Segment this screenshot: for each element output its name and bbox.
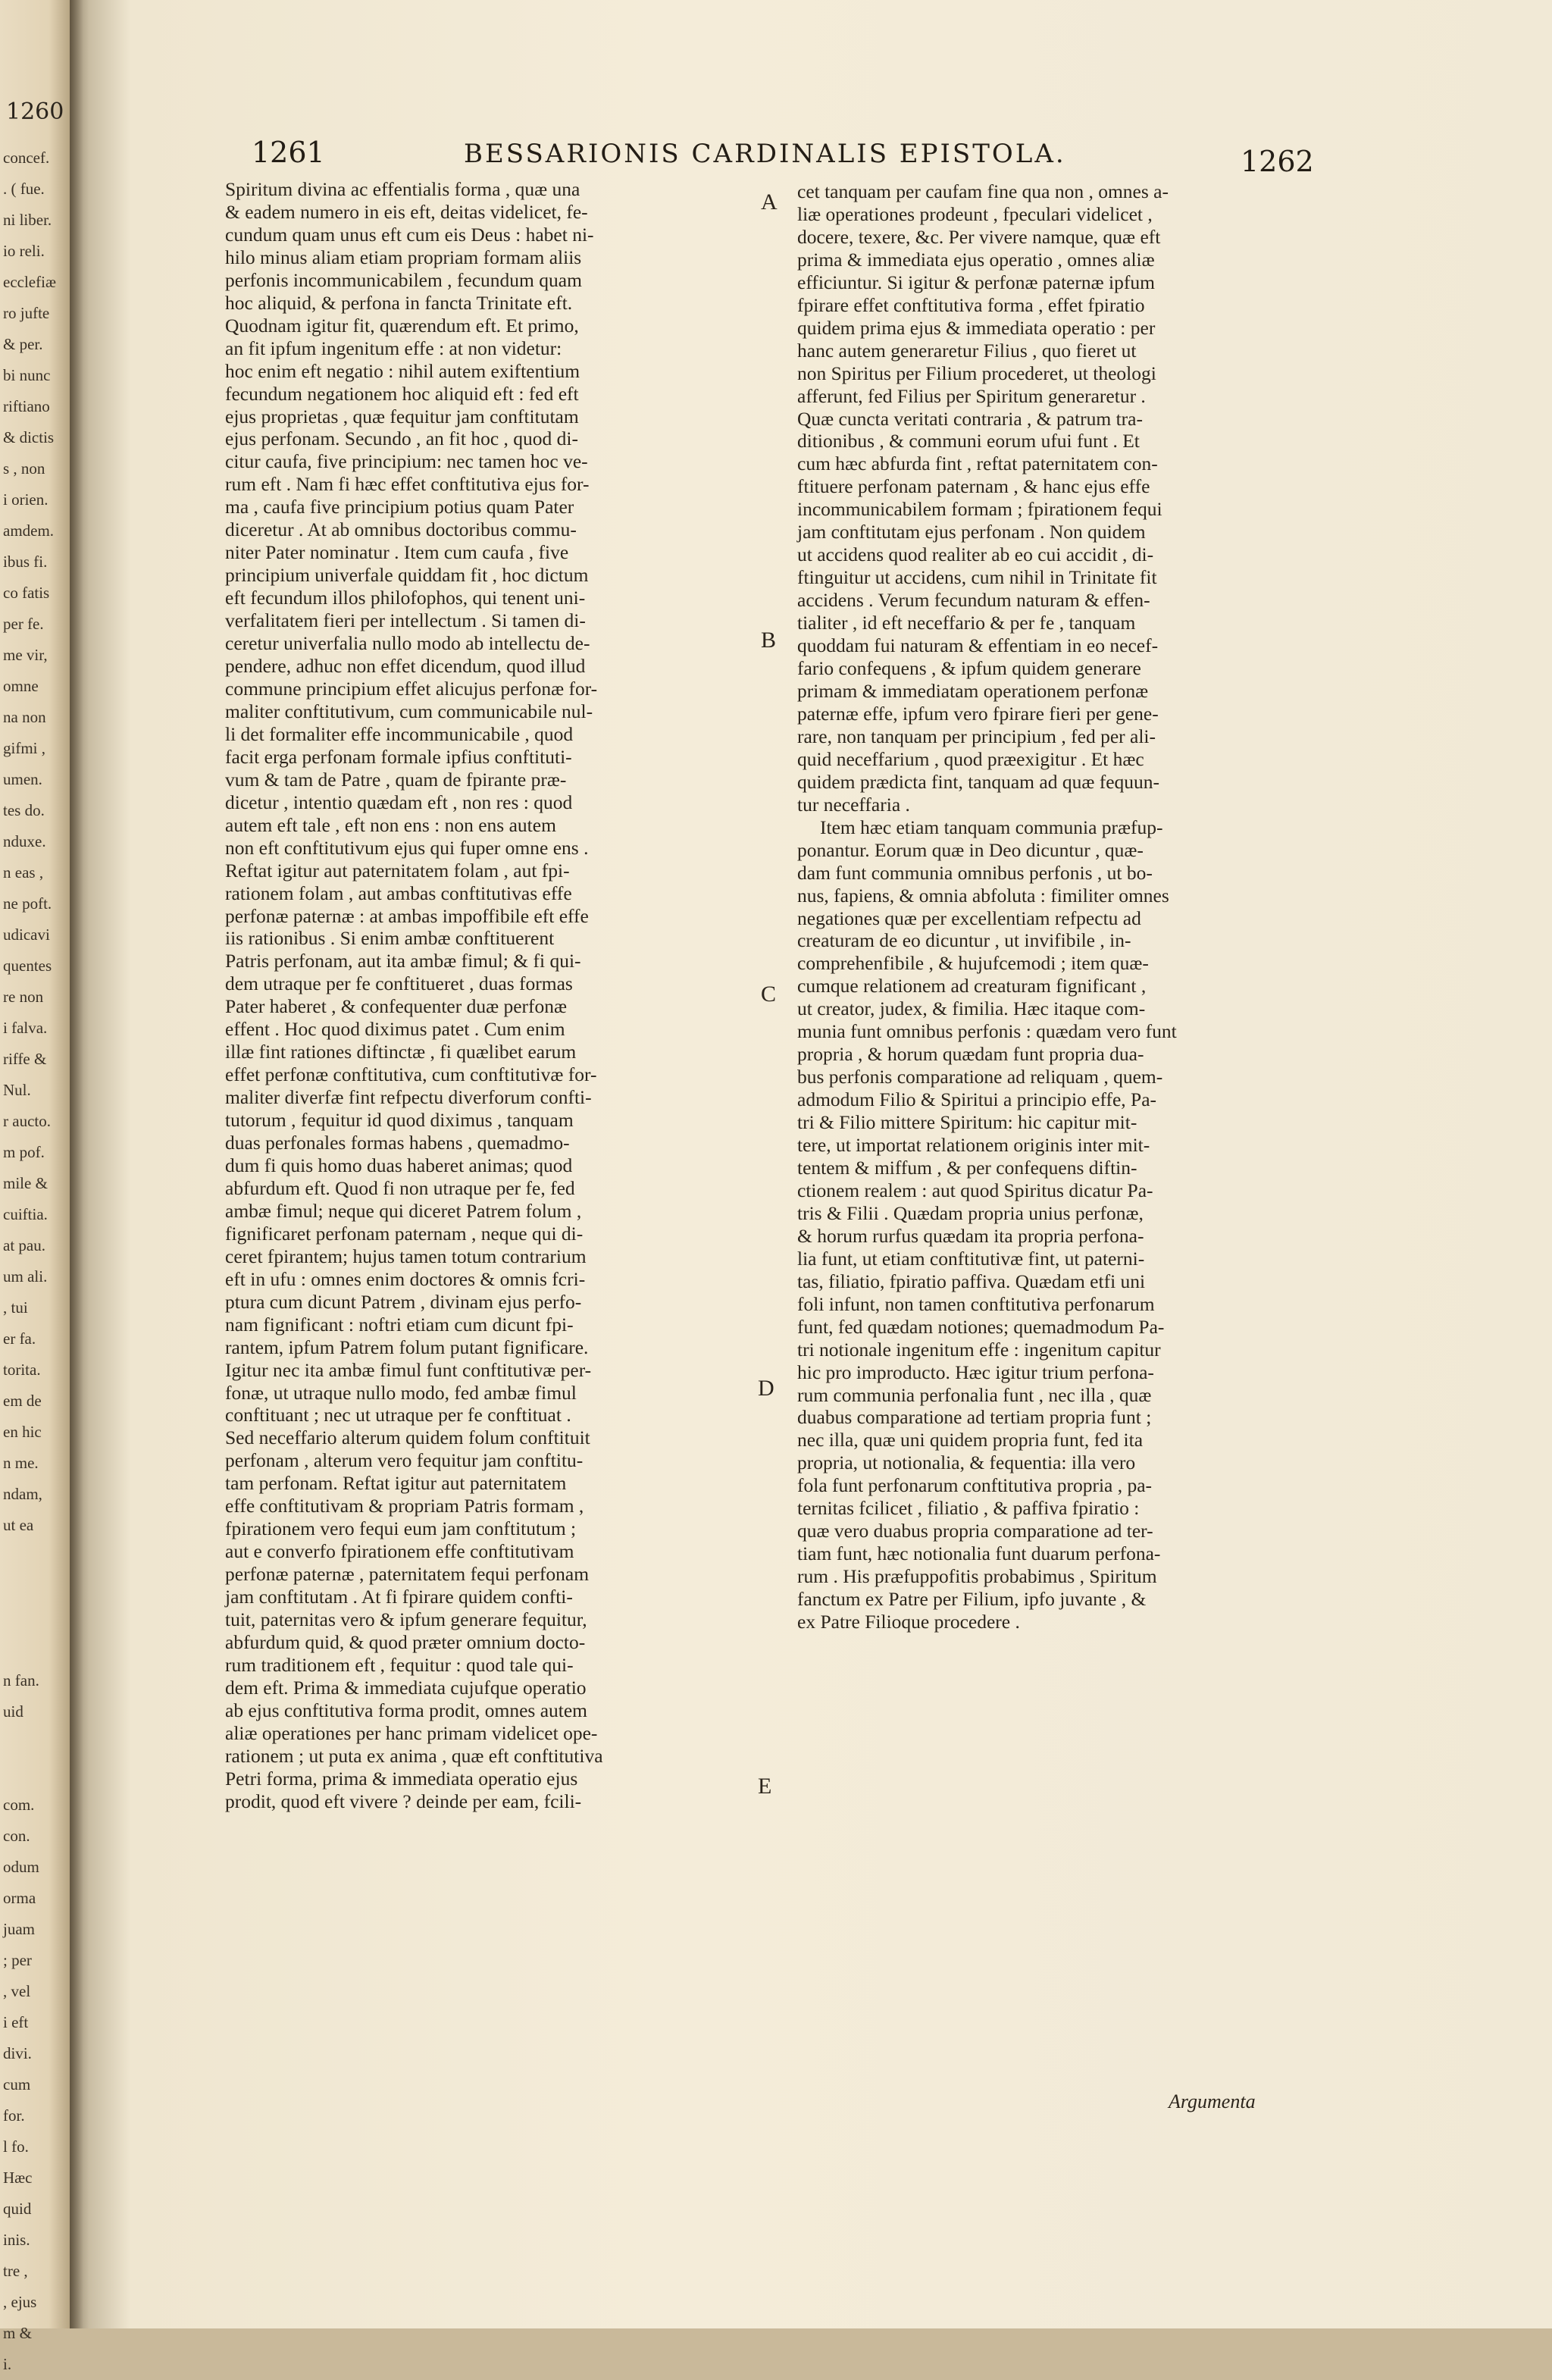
text-line: effe conftitutivam & propriam Patris formam , — [225, 1495, 584, 1517]
text-line: ambæ fimul; neque qui diceret Patrem folum , — [225, 1199, 582, 1222]
margin-fragment: omne — [3, 677, 39, 695]
text-line: perfonæ paternæ : at ambas impoffibile eft effe — [225, 904, 589, 927]
margin-fragment — [3, 1758, 64, 1790]
text-line: Quodnam igitur fit, quærendum eft. Et primo, — [225, 314, 579, 337]
text-line: jam conftitutam . At fi fpirare quidem confti- — [225, 1586, 573, 1608]
text-line: rum traditionem eft , fequitur : quod tale qui- — [225, 1653, 574, 1676]
page-number-left: 1261 — [252, 136, 325, 169]
text-line: an fit ipfum ingenitum effe : at non videtur: — [225, 337, 562, 359]
text-line: hoc aliquid, & perfona in fancta Trinitate eft. — [225, 291, 573, 314]
text-line: rum communia perfonalia funt , nec illa , quæ — [797, 1383, 1152, 1406]
text-line: duabus comparatione ad tertiam propria funt ; — [797, 1406, 1152, 1429]
text-line: Igitur nec ita ambæ fimul funt conftitutivæ per- — [225, 1358, 592, 1381]
margin-fragment: udicavi — [3, 925, 50, 944]
margin-fragment: i falva. — [3, 1019, 48, 1037]
text-line: non Spiritus per Filium procederet, ut theologi — [797, 362, 1156, 384]
text-line: Spiritum divina ac effentialis forma , quæ una — [225, 178, 580, 200]
text-line: effet perfonæ conftitutiva, cum conftitutivæ for- — [225, 1063, 597, 1086]
text-line: perfonis incommunicabilem , fecundum quam — [225, 268, 582, 291]
text-line: facit erga perfonam formale ipfius conftituti- — [225, 745, 572, 768]
text-line: conftituant ; nec ut utraque per fe conftituat . — [225, 1404, 571, 1426]
margin-fragment: i. — [3, 2355, 12, 2373]
text-line: nam fignificant : noftri etiam cum dicunt fpi- — [225, 1313, 574, 1336]
text-line: lia funt, ut etiam conftitutivæ fint, ut paterni- — [797, 1247, 1145, 1270]
text-line: li det formaliter effe incommunicabile , quod — [225, 722, 574, 745]
text-line: Sed neceffario alterum quidem folum conftituit — [225, 1426, 590, 1449]
text-line: & eadem numero in eis eft, deitas videlicet, fe- — [225, 200, 588, 223]
text-line: iis rationibus . Si enim ambæ conftituerent — [225, 927, 555, 950]
text-line: hanc autem generaretur Filius , quo fieret ut — [797, 339, 1137, 362]
right-column — [797, 180, 1403, 1633]
text-line: fpirationem vero fequi eum jam conftitutum ; — [225, 1517, 577, 1540]
text-line: afferunt, fed Filius per Spiritum generaretur . — [797, 384, 1146, 407]
text-line: cet tanquam per caufam fine qua non , omnes a- — [797, 180, 1169, 202]
text-line: bus perfonis comparatione ad reliquam , quem- — [797, 1066, 1163, 1088]
text-line: diceretur . At ab omnibus doctoribus commu- — [225, 518, 577, 541]
text-line: foli infunt, non tamen conftitutiva perfonarum — [797, 1292, 1155, 1315]
text-line: rum . His præfuppofitis probabimus , Spiritum — [797, 1565, 1157, 1588]
margin-fragment: mile & — [3, 1174, 48, 1192]
text-line: quæ vero duabus propria comparatione ad ter- — [797, 1520, 1153, 1542]
margin-fragment: umen. — [3, 770, 42, 788]
margin-fragment: at pau. — [3, 1236, 45, 1254]
text-line: jam conftitutam ejus perfonam . Non quidem — [797, 521, 1146, 543]
text-line: verfalitatem fieri per intellectum . Si tamen di- — [225, 609, 586, 632]
margin-fragment: na non — [3, 708, 46, 726]
text-line: propria , & horum quædam funt propria dua- — [797, 1043, 1144, 1066]
running-head — [70, 125, 1552, 178]
text-line: dem utraque per fe conftitueret , duas formas — [225, 972, 573, 995]
text-line: ab ejus conftitutiva forma prodit, omnes autem — [225, 1699, 588, 1721]
text-line: tur neceffaria . — [797, 793, 910, 816]
text-line: negationes quæ per excellentiam refpectu ad — [797, 907, 1141, 929]
text-line: prodit, quod eft vivere ? deinde per eam, fcili- — [225, 1790, 582, 1812]
text-line: dicetur , intentio quædam eft , non res : quod — [225, 791, 573, 813]
margin-fragment: amdem. — [3, 521, 55, 540]
text-line: perfonæ paternæ , paternitatem fequi perfonam — [225, 1563, 590, 1586]
text-line: eft fecundum illos philofophos, qui tenent uni- — [225, 587, 586, 609]
margin-fragment — [3, 1634, 64, 1665]
text-line: fanctum ex Patre per Filium, ipfo juvante , & — [797, 1588, 1147, 1611]
text-line: ternitas fcilicet , filiatio , & paffiva fpiratio : — [797, 1497, 1140, 1520]
text-line: ejus perfonam. Secundo , an fit hoc , quod di- — [225, 427, 578, 450]
text-line: creaturam de eo dicuntur , ut invifibile , in- — [797, 929, 1131, 952]
margin-fragment — [3, 1541, 64, 1572]
margin-fragment: n fan. — [3, 1671, 39, 1689]
page — [70, 0, 1552, 2328]
margin-fragment: for. — [3, 2106, 25, 2125]
margin-fragment: en hic — [3, 1423, 42, 1441]
text-line: duas perfonales formas habens , quemadmo- — [225, 1132, 570, 1154]
text-line: niter Pater nominatur . Item cum caufa , five — [225, 541, 569, 564]
margin-fragment: com. — [3, 1796, 35, 1814]
text-line: non eft conftitutivum ejus qui fuper omne ens . — [225, 836, 589, 859]
text-line: maliter diverfæ fint refpectu diverforum confti- — [225, 1086, 592, 1109]
text-line: ditionibus , & communi eorum ufui funt . Et — [797, 430, 1140, 453]
margin-fragment: ; per — [3, 1951, 32, 1969]
margin-fragment: cuiftia. — [3, 1205, 48, 1223]
text-line: perfonam , alterum vero fequitur jam conftitu- — [225, 1449, 584, 1472]
text-line: vum & tam de Patre , quam de fpirante præ- — [225, 768, 567, 791]
text-line: tentem & miffum , & per confequens diftin- — [797, 1156, 1137, 1179]
gutter-shadow — [70, 0, 83, 2328]
text-line: autem eft tale , eft non ens : non ens autem — [225, 813, 556, 836]
text-line: primam & immediatam operationem perfonæ — [797, 679, 1149, 702]
text-line: aliæ operationes per hanc primam videlicet ope- — [225, 1721, 598, 1744]
text-line: ut creator, judex, & fimilia. Hæc itaque com- — [797, 997, 1146, 1020]
margin-fragment: gifmi , — [3, 739, 45, 757]
text-line: Patris perfonam, aut ita ambæ fimul; & fi qui- — [225, 950, 581, 972]
text-line: hoc enim eft negatio : nihil autem exiftentium — [225, 359, 580, 382]
left-column — [225, 178, 828, 1813]
previous-page-margin-text — [3, 142, 64, 2380]
text-line: maliter conftitutivum, cum communicabile nul- — [225, 700, 593, 722]
text-line: Quæ cuncta veritati contraria , & patrum tra- — [797, 407, 1143, 430]
text-line: rare, non tanquam per principium , fed per ali- — [797, 725, 1156, 747]
text-line: fonæ, ut utraque nullo modo, fed ambæ fimul — [225, 1381, 577, 1404]
text-line: cumque relationem ad creaturam fignificant , — [797, 975, 1147, 997]
margin-fragment: tes do. — [3, 801, 45, 819]
margin-fragment: torita. — [3, 1361, 41, 1379]
margin-fragment: er fa. — [3, 1329, 36, 1348]
margin-fragment: divi. — [3, 2044, 32, 2062]
text-line: incommunicabilem formam ; fpirationem fequi — [797, 498, 1162, 521]
margin-fragment: & per. — [3, 335, 43, 353]
text-line: ftinguitur ut accidens, cum nihil in Trinitate fit — [797, 566, 1157, 589]
margin-fragment: bi nunc — [3, 366, 51, 384]
text-line: nec illa, quæ uni quidem propria funt, fed ita — [797, 1429, 1144, 1451]
text-line: rationem folam , aut ambas conftitutivas effe — [225, 882, 572, 904]
margin-fragment: n eas , — [3, 863, 44, 882]
margin-fragment: ne poft. — [3, 894, 52, 913]
text-line: ponantur. Eorum quæ in Deo dicuntur , quæ- — [797, 838, 1144, 861]
text-line: funt, fed quædam notiones; quemadmodum Pa- — [797, 1315, 1165, 1338]
margin-letter-b: B — [761, 628, 777, 653]
text-line: principium univerfale quiddam fit , hoc dictum — [225, 564, 589, 587]
text-line: quidem prædicta fint, tanquam ad quæ fequun- — [797, 770, 1160, 793]
text-line: hilo minus aliam etiam propriam formam aliis — [225, 246, 582, 268]
text-line: quoddam fui naturam & effentiam in eo necef- — [797, 634, 1159, 657]
margin-fragment: juam — [3, 1920, 35, 1938]
margin-fragment: Hæc — [3, 2169, 33, 2187]
margin-fragment: ecclefiæ — [3, 273, 56, 291]
margin-fragment: riffe & — [3, 1050, 47, 1068]
margin-fragment: m pof. — [3, 1143, 45, 1161]
margin-fragment — [3, 1603, 64, 1634]
text-line: ut accidens quod realiter ab eo cui accidit , di- — [797, 543, 1154, 566]
text-line: pendere, adhuc non effet dicendum, quod illud — [225, 655, 586, 678]
text-line: rum eft . Nam fi hæc effet conftitutiva ejus for- — [225, 473, 590, 496]
margin-fragment: re non — [3, 988, 44, 1006]
text-line: tuit, paternitas vero & ipfum generare fequitur, — [225, 1608, 587, 1631]
text-line: nus, fapiens, & omnia abfoluta : fimiliter omnes — [797, 884, 1169, 907]
previous-page-edge — [0, 0, 70, 2373]
margin-letter-c: C — [761, 982, 777, 1007]
text-line: propria, ut notionalia, & fequentia: illa vero — [797, 1451, 1136, 1474]
margin-fragment: s , non — [3, 459, 45, 478]
text-line: fola funt perfonarum conftitutiva propria , pa- — [797, 1474, 1153, 1497]
margin-fragment: io reli. — [3, 242, 45, 260]
previous-page-number: 1260 — [6, 99, 64, 125]
margin-fragment: quentes — [3, 957, 52, 975]
margin-fragment — [3, 1572, 64, 1603]
text-line: & horum rurfus quædam ita propria perfona- — [797, 1224, 1144, 1247]
text-line: tutorum , fequitur id quod diximus , tanquam — [225, 1109, 574, 1132]
margin-fragment: cum — [3, 2075, 31, 2093]
margin-fragment: & dictis — [3, 428, 55, 446]
text-line: fpirare effet conftitutiva forma , effet fpiratio — [797, 293, 1145, 316]
margin-fragment: i orien. — [3, 490, 48, 509]
margin-fragment: uid — [3, 1702, 23, 1721]
margin-fragment: ndam, — [3, 1485, 42, 1503]
margin-letter-e: E — [758, 1774, 772, 1799]
text-line: admodum Filio & Spiritui a principio effe, Pa- — [797, 1088, 1157, 1111]
text-line: tri notionale ingenitum effe : ingenitum capitur — [797, 1338, 1161, 1361]
margin-fragment: riftiano — [3, 397, 50, 415]
margin-fragment: r aucto. — [3, 1112, 51, 1130]
margin-fragment: um ali. — [3, 1267, 48, 1286]
margin-fragment: odum — [3, 1858, 39, 1876]
margin-fragment: , tui — [3, 1298, 28, 1317]
text-line: tam perfonam. Reftat igitur aut paternitatem — [225, 1472, 567, 1495]
text-line: citur caufa, five principium: nec tamen hoc ve- — [225, 450, 588, 473]
text-line: rationem ; ut puta ex anima , quæ eft conftitutiva — [225, 1744, 603, 1767]
catchword: Argumenta — [1169, 2090, 1256, 2112]
margin-letter-d: D — [758, 1376, 774, 1401]
text-line: liæ operationes prodeunt , fpeculari videlicet , — [797, 202, 1153, 225]
margin-fragment: ni liber. — [3, 211, 52, 229]
text-line: cundum quam unus eft cum eis Deus : habet ni- — [225, 223, 594, 246]
margin-fragment: i eft — [3, 2013, 29, 2031]
margin-fragment: ut ea — [3, 1516, 34, 1534]
text-line: prima & immediata ejus operatio , omnes aliæ — [797, 248, 1155, 271]
text-line: comprehenfibile , & hujufcemodi ; item quæ- — [797, 952, 1149, 975]
margin-fragment: inis. — [3, 2231, 30, 2249]
text-line: tere, ut importat relationem originis inter mit- — [797, 1134, 1150, 1157]
text-line: ftituere perfonam paternam , & hanc ejus effe — [797, 475, 1150, 498]
margin-fragment: ibus fi. — [3, 553, 48, 571]
text-line: rantem, ipfum Patrem folum putant fignificare. — [225, 1336, 589, 1358]
running-title: BESSARIONIS CARDINALIS EPISTOLA. — [464, 139, 1066, 169]
text-line: tris & Filii . Quædam propria unius perfonæ, — [797, 1201, 1144, 1224]
margin-fragment: l fo. — [3, 2137, 29, 2156]
margin-fragment: ro jufte — [3, 304, 50, 322]
text-line: ceretur univerfalia nullo modo ab intellectu de- — [225, 632, 590, 655]
text-line: munia funt omnibus perfonis : quædam vero funt — [797, 1020, 1177, 1043]
margin-fragment: , vel — [3, 1982, 31, 2000]
text-line: Petri forma, prima & immediata operatio ejus — [225, 1767, 578, 1790]
right-column-paragraph-1 — [797, 180, 1403, 816]
text-line: illæ fint rationes diftinctæ , fi quælibet earum — [225, 1041, 577, 1063]
text-line: ceret fpirantem; hujus tamen totum contrarium — [225, 1245, 587, 1267]
margin-fragment: me vir, — [3, 646, 48, 664]
margin-fragment: tre , — [3, 2262, 28, 2280]
text-line: Pater haberet , & confequenter duæ perfonæ — [225, 995, 568, 1018]
text-line: efficiuntur. Si igitur & perfonæ paternæ ipfum — [797, 271, 1155, 293]
margin-fragment: . ( fue. — [3, 180, 45, 198]
text-line: dum fi quis homo duas haberet animas; quod — [225, 1154, 573, 1176]
text-line: abfurdum quid, & quod præter omnium docto- — [225, 1631, 586, 1653]
text-line: hic pro improducto. Hæc igitur trium perfona- — [797, 1361, 1154, 1383]
margin-fragment: nduxe. — [3, 832, 46, 850]
text-line: cum hæc abfurda fint , reftat paternitatem con- — [797, 453, 1158, 475]
margin-fragment: concef. — [3, 149, 50, 167]
text-line: abfurdum eft. Quod fi non utraque per fe, fed — [225, 1176, 575, 1199]
text-line: tiam funt, hæc notionalia funt duarum perfona- — [797, 1542, 1161, 1565]
text-line: ejus proprietas , quæ fequitur jam conftitutam — [225, 405, 579, 427]
margin-fragment: per fe. — [3, 615, 44, 633]
margin-fragment: con. — [3, 1827, 30, 1845]
text-line: quid neceffarium , quod præexigitur . Et hæc — [797, 747, 1144, 770]
margin-fragment — [3, 1727, 64, 1758]
text-line: dam funt communia omnibus perfonis , ut bo- — [797, 861, 1153, 884]
margin-letter-a: A — [761, 189, 778, 215]
text-line: fecundum negationem hoc aliquid eft : fed eft — [225, 382, 579, 405]
right-column-paragraph-2 — [797, 816, 1403, 1633]
text-line: docere, texere, &c. Per vivere namque, quæ eft — [797, 225, 1161, 248]
margin-fragment: co fatis — [3, 584, 50, 602]
text-line: aut e converfo fpirationem effe conftitutivam — [225, 1540, 574, 1563]
margin-fragment: orma — [3, 1889, 36, 1907]
text-line: Reftat igitur aut paternitatem folam , aut fpi- — [225, 859, 570, 882]
text-line: fario confequens , & ipfum quidem generare — [797, 657, 1141, 680]
margin-fragment: , ejus — [3, 2293, 37, 2311]
text-line: ex Patre Filioque procedere . — [797, 1611, 1020, 1633]
text-line: commune principium effet alicujus perfonæ for- — [225, 677, 598, 700]
text-line: effent . Hoc quod diximus patet . Cum enim — [225, 1018, 565, 1041]
text-line: accidens . Verum fecundum naturam & effen- — [797, 589, 1150, 612]
text-line: fignificaret perfonam paternam , neque qui di- — [225, 1222, 584, 1245]
text-line: eft in ufu : omnes enim doctores & omnis fcri- — [225, 1267, 586, 1290]
margin-fragment: em de — [3, 1392, 42, 1410]
text-line: quidem prima ejus & immediata operatio : per — [797, 316, 1156, 339]
text-line: paternæ effe, ipfum vero fpirare fieri per gene- — [797, 702, 1159, 725]
text-line: tialiter , id eft neceffario & per fe , tanquam — [797, 612, 1136, 634]
text-line: dem eft. Prima & immediata cujufque operatio — [225, 1676, 587, 1699]
page-number-right: 1262 — [1241, 145, 1314, 178]
text-line: ctionem realem : aut quod Spiritus dicatur Pa- — [797, 1179, 1153, 1201]
text-line: ptura cum dicunt Patrem , divinam ejus perfo- — [225, 1290, 582, 1313]
margin-fragment: Nul. — [3, 1081, 31, 1099]
text-line: Item hæc etiam tanquam communia præfup- — [820, 816, 1163, 838]
margin-fragment: quid — [3, 2200, 32, 2218]
text-line: tas, filiatio, fpiratio paffiva. Quædam etfi uni — [797, 1270, 1146, 1292]
text-line: tri & Filio mittere Spiritum: hic capitur mit- — [797, 1111, 1137, 1134]
text-line: ma , caufa five principium potius quam Pater — [225, 496, 574, 518]
margin-fragment: m & — [3, 2324, 32, 2342]
margin-fragment: n me. — [3, 1454, 39, 1472]
